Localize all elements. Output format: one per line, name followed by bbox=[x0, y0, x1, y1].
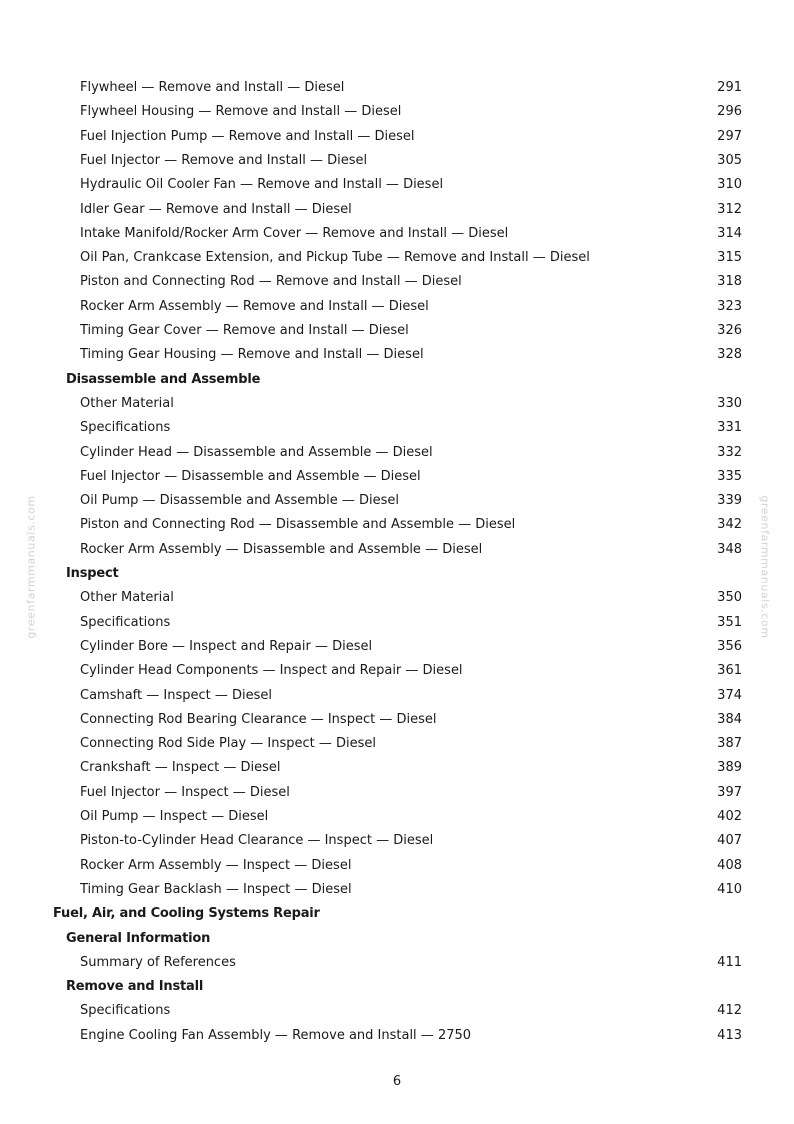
toc-entry-title: Cylinder Head — Disassemble and Assemble — Diesel bbox=[80, 444, 433, 460]
toc-entry-page: 350 bbox=[717, 590, 742, 606]
toc-entry-title: Rocker Arm Assembly — Inspect — Diesel bbox=[80, 857, 352, 873]
toc-entry-page: 389 bbox=[717, 760, 742, 776]
toc-entry-title: Rocker Arm Assembly — Remove and Install — Diesel bbox=[80, 298, 429, 314]
toc-entry-page: 335 bbox=[717, 468, 742, 484]
toc-entry-title: Hydraulic Oil Cooler Fan — Remove and Install — Diesel bbox=[80, 177, 444, 193]
toc-entry-page: 330 bbox=[717, 395, 742, 411]
toc-entry-title: Remove and Install bbox=[66, 979, 204, 995]
toc-entry-title: Oil Pan, Crankcase Extension, and Pickup Tube — Remove and Install — Diesel bbox=[80, 250, 590, 266]
toc-entry-page: 323 bbox=[717, 298, 742, 314]
toc-entry-title: Connecting Rod Bearing Clearance — Inspect — Diesel bbox=[80, 711, 437, 727]
toc-entry[interactable] bbox=[80, 586, 742, 610]
toc-entry-title: Timing Gear Backlash — Inspect — Diesel bbox=[80, 881, 352, 897]
toc-entry[interactable] bbox=[80, 878, 742, 902]
toc-entry-page: 326 bbox=[717, 323, 742, 338]
toc-entry-title: Specifications bbox=[80, 614, 171, 630]
toc-entry-title: Disassemble and Assemble bbox=[66, 371, 261, 387]
toc-entry[interactable] bbox=[80, 392, 742, 416]
toc-entry-title: Other Material bbox=[80, 590, 174, 606]
toc-entry[interactable] bbox=[80, 635, 742, 659]
toc-entry[interactable] bbox=[80, 829, 742, 853]
toc-entry-title: Inspect bbox=[66, 566, 119, 581]
toc-entry-page: 387 bbox=[717, 736, 742, 752]
toc-entry-title: Cylinder Head Components — Inspect and Repair — Diesel bbox=[80, 663, 463, 679]
toc-entry[interactable] bbox=[80, 76, 742, 100]
toc-entry[interactable] bbox=[80, 149, 742, 173]
toc-entry[interactable] bbox=[80, 1024, 742, 1048]
toc-entry-title: Camshaft — Inspect — Diesel bbox=[80, 687, 273, 703]
toc-entry[interactable] bbox=[80, 489, 742, 513]
toc-entry-page: 356 bbox=[717, 638, 742, 654]
toc-entry-page: 408 bbox=[717, 857, 742, 873]
toc-entry-page: 291 bbox=[717, 80, 742, 95]
toc-entry-page: 410 bbox=[717, 881, 742, 897]
toc-entry-page: 314 bbox=[717, 225, 742, 241]
toc-entry-page: 315 bbox=[717, 250, 742, 266]
toc-entry-page: 342 bbox=[717, 517, 742, 533]
toc-entry-title: Connecting Rod Side Play — Inspect — Diesel bbox=[80, 736, 377, 752]
toc-entry-page: 412 bbox=[717, 1003, 742, 1019]
toc-entry-page: 296 bbox=[717, 104, 742, 120]
toc-entry-page: 397 bbox=[717, 784, 742, 800]
toc-entry-title: Other Material bbox=[80, 395, 174, 411]
toc-entry[interactable] bbox=[80, 465, 742, 489]
toc-entry[interactable] bbox=[80, 246, 742, 270]
toc-entry-title: Timing Gear Housing — Remove and Install — Diesel bbox=[80, 347, 424, 363]
toc-entry-title: Rocker Arm Assembly — Disassemble and Assemble — Diesel bbox=[80, 541, 483, 557]
toc-entry-title: Fuel Injector — Disassemble and Assemble — Diesel bbox=[80, 468, 421, 484]
toc-entry[interactable] bbox=[80, 270, 742, 294]
toc-entry[interactable] bbox=[80, 343, 742, 367]
toc-entry[interactable] bbox=[80, 416, 742, 440]
toc-entry-page: 384 bbox=[717, 711, 742, 727]
toc-entry-page: 411 bbox=[717, 954, 742, 970]
toc-entry-title: General Information bbox=[66, 930, 211, 946]
toc-entry[interactable] bbox=[80, 708, 742, 732]
toc-entry[interactable] bbox=[80, 659, 742, 683]
toc-entry-title: Timing Gear Cover — Remove and Install — Diesel bbox=[80, 323, 409, 338]
watermark-text: greenfarmmanuals.com bbox=[758, 495, 772, 639]
toc-entry[interactable] bbox=[80, 611, 742, 635]
toc-entry-title: Fuel, Air, and Cooling Systems Repair bbox=[53, 906, 320, 922]
toc-entry[interactable] bbox=[80, 756, 742, 780]
toc-entry-page: 310 bbox=[717, 177, 742, 193]
toc-entry-page: 305 bbox=[717, 152, 742, 168]
toc-entry[interactable] bbox=[80, 538, 742, 562]
toc-entry[interactable] bbox=[80, 198, 742, 222]
watermark-text: greenfarmmanuals.com bbox=[24, 495, 38, 639]
toc-entry[interactable] bbox=[80, 805, 742, 829]
toc-entry[interactable] bbox=[80, 732, 742, 756]
toc-entry[interactable] bbox=[80, 781, 742, 805]
toc-entry[interactable] bbox=[80, 951, 742, 975]
toc-entry-page: 361 bbox=[717, 663, 742, 679]
toc-entry[interactable] bbox=[80, 222, 742, 246]
toc-entry-page: 312 bbox=[717, 201, 742, 217]
toc-entry[interactable] bbox=[80, 441, 742, 465]
toc-entry-title: Summary of References bbox=[80, 954, 236, 970]
toc-entry[interactable] bbox=[80, 854, 742, 878]
toc-entry-page: 332 bbox=[717, 444, 742, 460]
page-number: 6 bbox=[392, 1074, 402, 1089]
toc-entry-page: 374 bbox=[717, 687, 742, 703]
toc-entry-title: Fuel Injection Pump — Remove and Install — Diesel bbox=[80, 128, 415, 144]
toc-entry-title: Intake Manifold/Rocker Arm Cover — Remove and Install — Diesel bbox=[80, 225, 509, 241]
toc-entry[interactable] bbox=[80, 684, 742, 708]
toc-entry[interactable] bbox=[80, 100, 742, 124]
toc-entry-title: Fuel Injector — Remove and Install — Diesel bbox=[80, 152, 368, 168]
toc-entry-title: Cylinder Bore — Inspect and Repair — Diesel bbox=[80, 638, 373, 654]
toc-entry[interactable] bbox=[80, 125, 742, 149]
toc-entry-title: Flywheel Housing — Remove and Install — Diesel bbox=[80, 104, 402, 120]
toc-entry-page: 297 bbox=[717, 128, 742, 144]
toc-entry-title: Engine Cooling Fan Assembly — Remove and Install — 2750 bbox=[80, 1027, 472, 1043]
toc-entry[interactable] bbox=[80, 319, 742, 343]
toc-entry-page: 413 bbox=[717, 1027, 742, 1043]
toc-entry-page: 318 bbox=[717, 274, 742, 290]
toc-entry-title: Piston and Connecting Rod — Disassemble and Assemble — Diesel bbox=[80, 517, 516, 533]
toc-entry-title: Idler Gear — Remove and Install — Diesel bbox=[80, 201, 352, 217]
toc-entry-title: Crankshaft — Inspect — Diesel bbox=[80, 760, 281, 776]
toc-entry[interactable] bbox=[80, 295, 742, 319]
toc-subheading[interactable] bbox=[66, 975, 742, 999]
toc-entry[interactable] bbox=[80, 513, 742, 537]
toc-entry[interactable] bbox=[80, 173, 742, 197]
toc-entry-title: Specifications bbox=[80, 1003, 171, 1019]
toc-subheading[interactable] bbox=[66, 368, 742, 392]
toc-entry-title: Piston-to-Cylinder Head Clearance — Inspect — Diesel bbox=[80, 833, 434, 849]
toc-entry-page: 331 bbox=[717, 420, 742, 436]
toc-entry-page: 402 bbox=[717, 809, 742, 824]
toc-entry-page: 351 bbox=[717, 614, 742, 630]
toc-entry-title: Oil Pump — Disassemble and Assemble — Diesel bbox=[80, 493, 400, 509]
toc-entry-page: 339 bbox=[717, 493, 742, 509]
toc-entry-page: 348 bbox=[717, 541, 742, 557]
toc-entry[interactable] bbox=[80, 999, 742, 1023]
toc-entry-title: Specifications bbox=[80, 420, 171, 436]
toc-entry-page: 328 bbox=[717, 347, 742, 363]
toc-entry-title: Fuel Injector — Inspect — Diesel bbox=[80, 784, 290, 800]
toc-entry-title: Oil Pump — Inspect — Diesel bbox=[80, 809, 269, 824]
toc-heading[interactable] bbox=[53, 902, 742, 926]
toc-subheading[interactable] bbox=[66, 927, 742, 951]
toc-entry-title: Piston and Connecting Rod — Remove and Install — Diesel bbox=[80, 274, 462, 290]
toc-entry-page: 407 bbox=[717, 833, 742, 849]
toc-subheading[interactable] bbox=[66, 562, 742, 586]
toc-entry-title: Flywheel — Remove and Install — Diesel bbox=[80, 80, 345, 95]
